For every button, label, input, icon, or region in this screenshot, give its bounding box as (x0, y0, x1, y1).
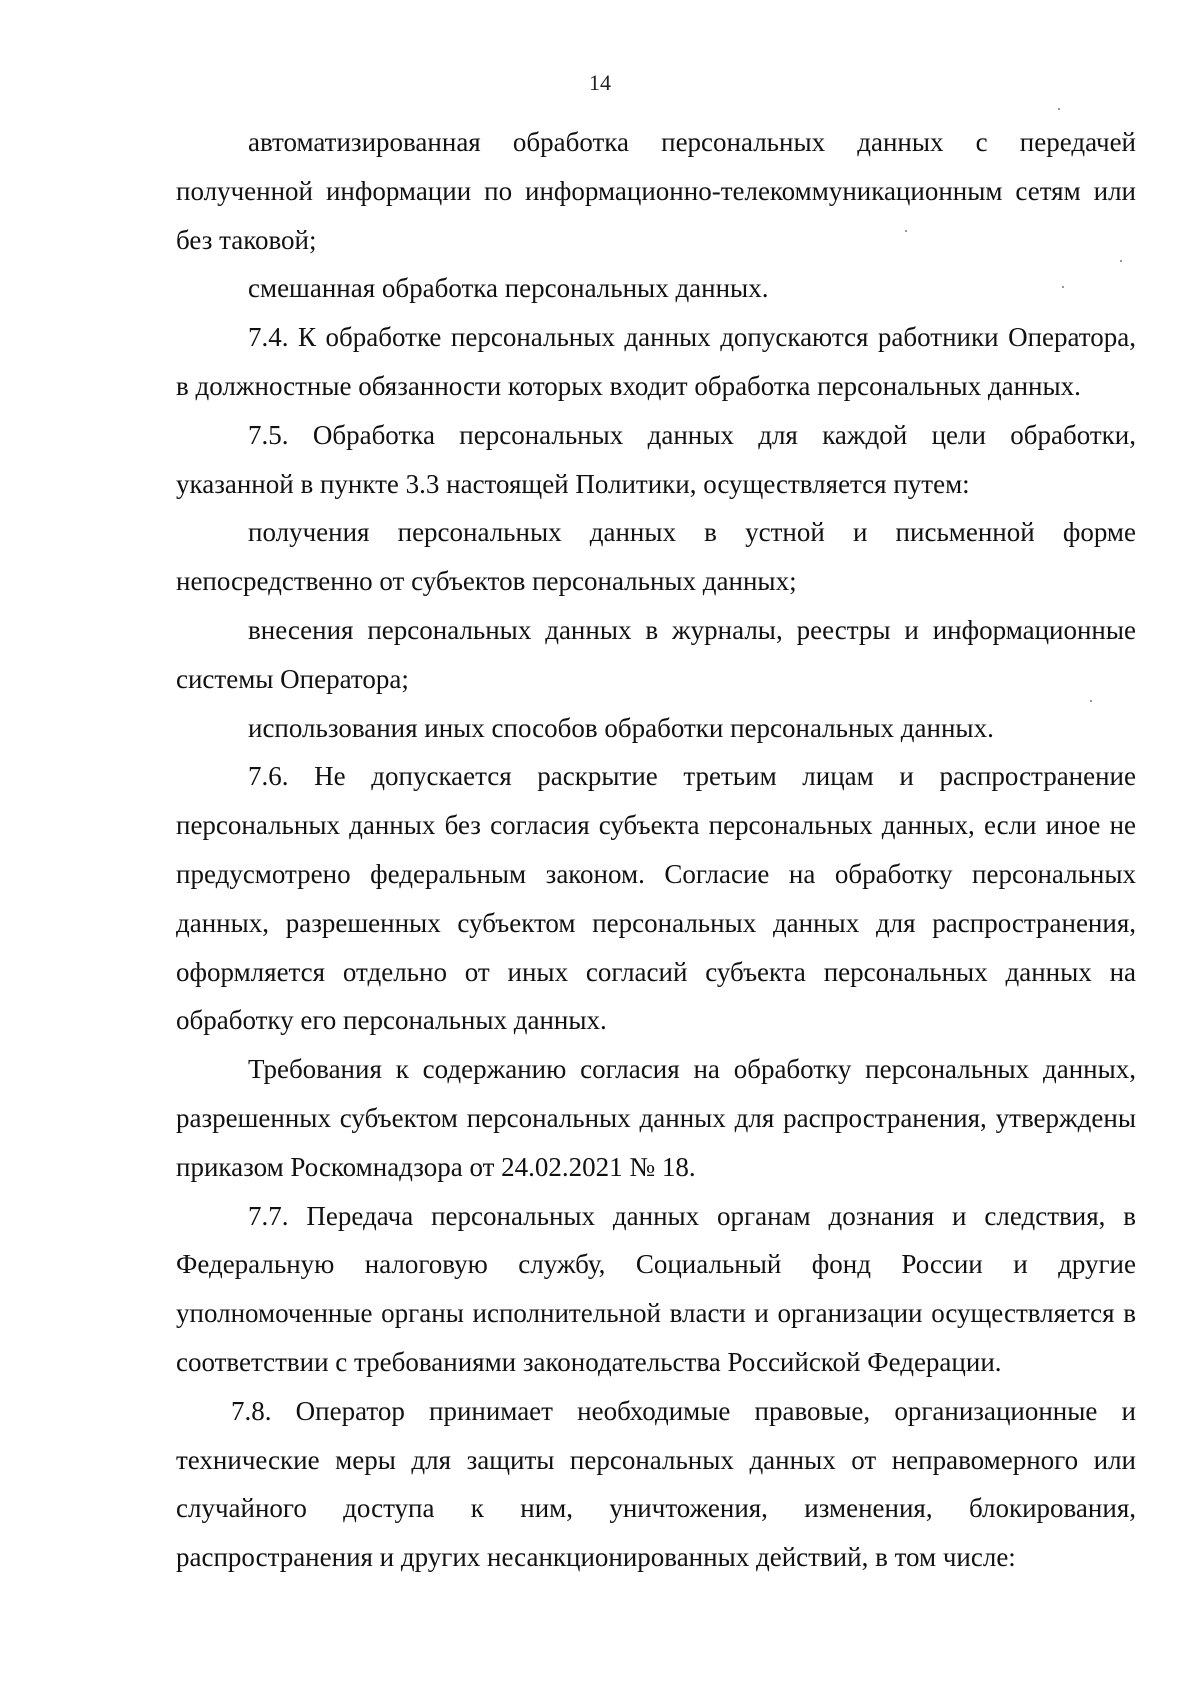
paragraph-7-8: 7.8. Оператор принимает необходимые правовые, организационные и технические меры для защиты персональных данных от неправомерного или случайного доступа к ним, уничтожения, изменения, блокирования, распространения и других несанкционированных действий, в том числе: (176, 1395, 1136, 1573)
scan-speck (1090, 700, 1092, 702)
paragraph-obtaining-data: получения персональных данных в устной и письменной форме непосредственно от субъектов персональных данных; (176, 517, 1136, 597)
paragraph-entering-data: внесения персональных данных в журналы, реестры и информационные системы Оператора; (176, 614, 1136, 694)
paragraph-7-4: 7.4. К обработке персональных данных допускаются работники Оператора, в должностные обязанности которых входит обработка персональных данных. (176, 322, 1136, 401)
paragraph-automated-processing: автоматизированная обработка персональных данных с передачей полученной информации по информационно-телекоммуникационным сетям или без таковой; (176, 127, 1136, 255)
page-number: 14 (589, 70, 611, 95)
paragraph-7-6: 7.6. Не допускается раскрытие третьим лицам и распространение персональных данных без согласия субъекта персональных данных, если иное не предусмотрено федеральным законом. Согласие на обработку персональных данных, разрешенных субъектом персональных данных для распространения, оформляется отдельно от иных согласий субъекта персональных данных на обработку его персональных данных. (176, 761, 1136, 1036)
paragraph-7-7: 7.7. Передача персональных данных органам дознания и следствия, в Федеральную налоговую службу, Социальный фонд России и другие уполномоченные органы исполнительной власти и организации осуществляется в соответствии с требованиями законодательства Российской Федерации. (176, 1200, 1136, 1377)
scan-speck (1058, 108, 1060, 110)
paragraph-consent-requirements: Требования к содержанию согласия на обработку персональных данных, разрешенных субъектом персональных данных для распространения, утверждены приказом Роскомнадзора от 24.02.2021 № 18. (176, 1054, 1136, 1182)
scan-speck (905, 230, 907, 232)
paragraph-mixed-processing: смешанная обработка персональных данных. (248, 273, 769, 304)
document-body (176, 118, 1136, 1582)
paragraph-7-5: 7.5. Обработка персональных данных для каждой цели обработки, указанной в пункте 3.3 настоящей Политики, осуществляется путем: (176, 419, 1136, 499)
scan-speck (1120, 260, 1122, 262)
paragraph-other-methods: использования иных способов обработки персональных данных. (248, 712, 994, 743)
scan-speck (1062, 286, 1064, 288)
